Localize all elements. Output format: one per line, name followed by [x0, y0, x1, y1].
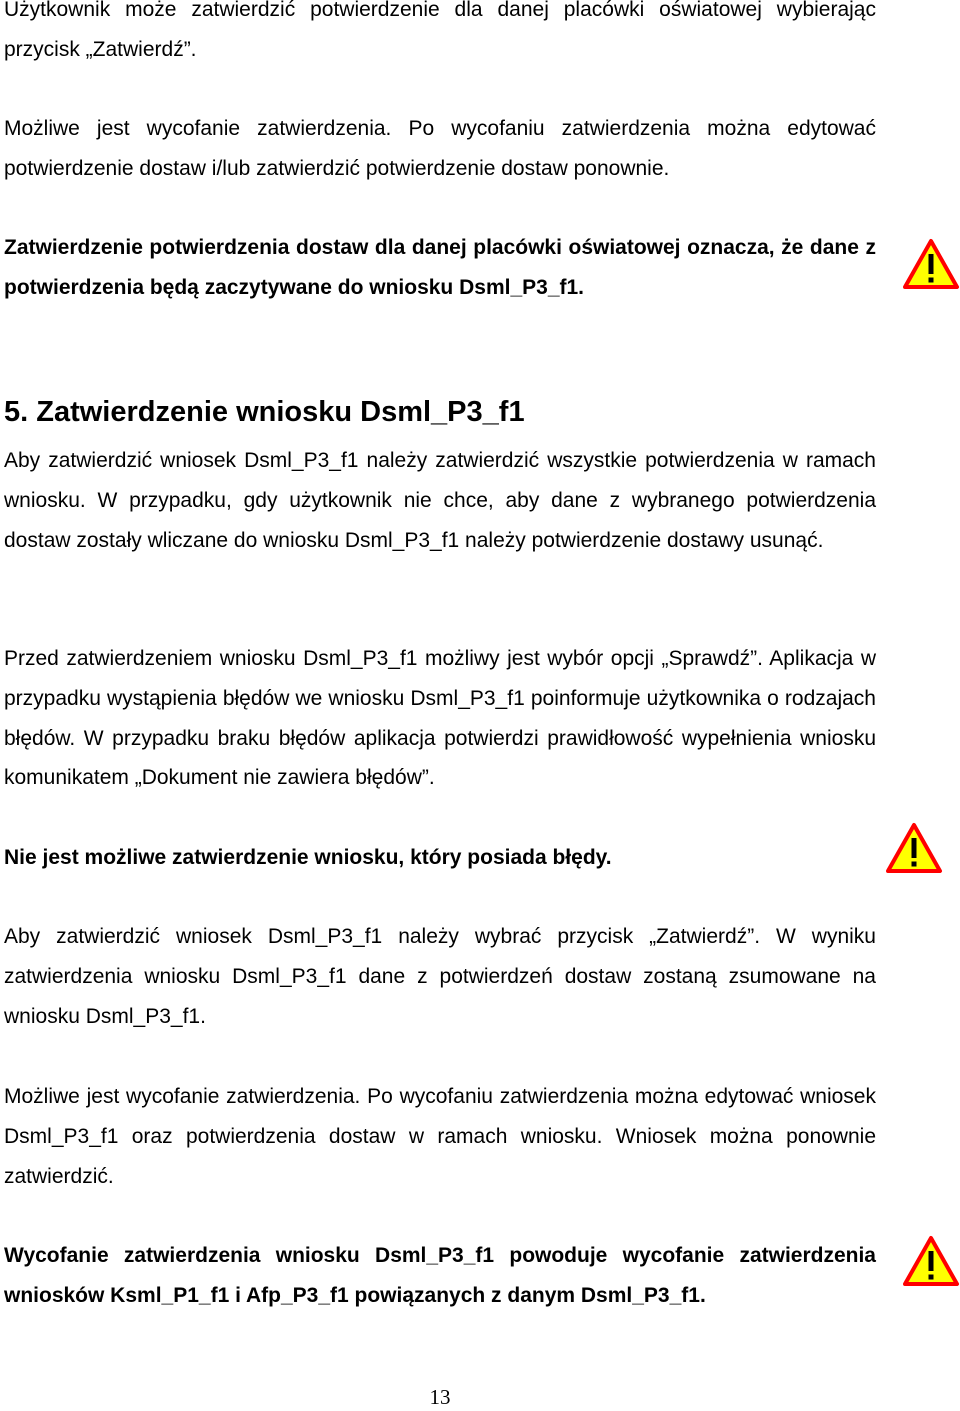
warning-text-confirmation-import: Zatwierdzenie potwierdzenia dostaw dla danej placówki oświatowej oznacza, że dane z potwierdzenia będą zaczytywane do wniosku Dsml_P3_f1.: [4, 236, 876, 299]
section-heading: 5. Zatwierdzenie wniosku Dsml_P3_f1: [4, 396, 525, 428]
paragraph-approve-button: Aby zatwierdzić wniosek Dsml_P3_f1 należy wybrać przycisk „Zatwierdź”. W wyniku zatwierdzenia wniosku Dsml_P3_f1 dane z potwierdzeń dostaw zostaną zsumowane na wniosku Dsml_P3_f1.: [4, 925, 876, 1028]
warning-triangle-icon: [902, 238, 960, 290]
warning-triangle-icon: [902, 1235, 960, 1287]
page-number: 13: [429, 1385, 451, 1409]
paragraph-withdraw-application: Możliwe jest wycofanie zatwierdzenia. Po wycofaniu zatwierdzenia można edytować wniosek Dsml_P3_f1 oraz potwierdzenia dostaw w ramach wniosku. Wniosek można ponownie zatwierdzić.: [4, 1085, 876, 1188]
paragraph-approve-application: Aby zatwierdzić wniosek Dsml_P3_f1 należy zatwierdzić wszystkie potwierdzenia w ramach wniosku. W przypadku, gdy użytkownik nie chce, aby dane z wybranego potwierdzenia dostaw zostały wliczane do wniosku Dsml_P3_f1 należy potwierdzenie dostawy usunąć.: [4, 449, 876, 552]
warning-text-errors: Nie jest możliwe zatwierdzenie wniosku, który posiada błędy.: [4, 846, 612, 869]
warning-text-withdraw-related: Wycofanie zatwierdzenia wniosku Dsml_P3_f1 powoduje wycofanie zatwierdzenia wniosków Ksml_P1_f1 i Afp_P3_f1 powiązanych z danym Dsml_P3_f1.: [4, 1244, 876, 1307]
paragraph-withdraw-confirmation: Możliwe jest wycofanie zatwierdzenia. Po wycofaniu zatwierdzenia można edytować potwierdzenie dostaw i/lub zatwierdzić potwierdzenie dostaw ponownie.: [4, 117, 876, 180]
paragraph-approve-confirmation: Użytkownik może zatwierdzić potwierdzenie dla danej placówki oświatowej wybierając przycisk „Zatwierdź”.: [4, 0, 876, 61]
paragraph-check-option: Przed zatwierdzeniem wniosku Dsml_P3_f1 możliwy jest wybór opcji „Sprawdź”. Aplikacja w przypadku wystąpienia błędów we wniosku Dsml_P3_f1 poinformuje użytkownika o rodzajach błędów. W przypadku braku błędów aplikacja potwierdzi prawidłowość wypełnienia wniosku komunikatem „Dokument nie zawiera błędów”.: [4, 647, 876, 790]
warning-triangle-icon: [885, 822, 943, 874]
